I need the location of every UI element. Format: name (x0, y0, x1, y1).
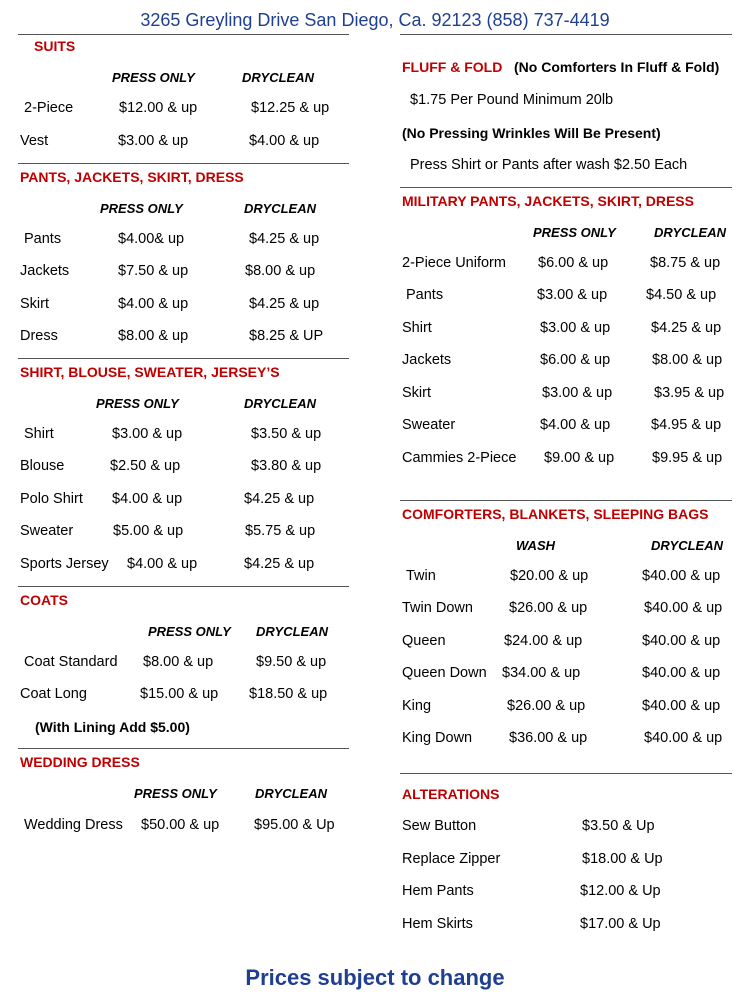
item-name: Hem Skirts (402, 916, 473, 932)
divider (18, 358, 349, 359)
pants-title: PANTS, JACKETS, SKIRT, DRESS (20, 169, 244, 185)
fluff-press-note: Press Shirt or Pants after wash $2.50 Each (410, 157, 688, 173)
item-name: Replace Zipper (402, 851, 501, 867)
item-name: Skirt (20, 296, 49, 312)
dryclean-price: $12.25 & up (251, 100, 330, 116)
dryclean-price: $40.00 & up (642, 698, 721, 714)
item-name: Skirt (402, 385, 431, 401)
dryclean-price: $3.80 & up (251, 458, 322, 474)
dryclean-price: $4.25 & up (651, 320, 722, 336)
dryclean-price: $18.50 & up (249, 686, 328, 702)
dryclean-price: $4.25 & up (244, 556, 315, 572)
column-press-only: PRESS ONLY (100, 201, 183, 216)
dryclean-price: $3.50 & up (251, 426, 322, 442)
item-name: Shirt (24, 426, 54, 442)
wash-price: $24.00 & up (504, 633, 583, 649)
press-price: $5.00 & up (113, 523, 184, 539)
item-name: Sweater (20, 523, 74, 539)
dryclean-price: $5.75 & up (245, 523, 316, 539)
item-name: Jackets (20, 263, 70, 279)
item-name: Twin (406, 568, 436, 584)
item-name: King Down (402, 730, 473, 746)
dryclean-price: $4.25 & up (244, 491, 315, 507)
dryclean-price: $40.00 & up (642, 633, 721, 649)
wash-price: $20.00 & up (510, 568, 589, 584)
dryclean-price: $40.00 & up (642, 568, 721, 584)
press-price: $8.00 & up (143, 654, 214, 670)
item-name: Cammies 2-Piece (402, 450, 517, 466)
dryclean-price: $8.00 & up (652, 352, 723, 368)
press-price: $4.00 & up (540, 417, 611, 433)
press-price: $3.00 & up (540, 320, 611, 336)
column-dryclean: DRYCLEAN (654, 225, 726, 240)
fluff-note: (No Pressing Wrinkles Will Be Present) (402, 125, 661, 141)
wash-price: $36.00 & up (509, 730, 588, 746)
press-price: $4.00 & up (118, 296, 189, 312)
column-dryclean: DRYCLEAN (242, 70, 314, 85)
column-press-only: PRESS ONLY (148, 624, 231, 639)
column-wash: WASH (516, 538, 555, 553)
alterations-title: ALTERATIONS (402, 786, 500, 802)
column-press-only: PRESS ONLY (533, 225, 616, 240)
column-dryclean: DRYCLEAN (651, 538, 723, 553)
dryclean-price: $9.95 & up (652, 450, 723, 466)
dryclean-price: $3.95 & up (654, 385, 725, 401)
column-press-only: PRESS ONLY (112, 70, 195, 85)
press-price: $50.00 & up (141, 817, 220, 833)
item-name: Wedding Dress (24, 817, 123, 833)
fluff-subtitle: (No Comforters In Fluff & Fold) (514, 59, 720, 75)
alteration-price: $18.00 & Up (582, 851, 663, 867)
press-price: $2.50 & up (110, 458, 181, 474)
item-name: Sew Button (402, 818, 477, 834)
dryclean-price: $40.00 & up (642, 665, 721, 681)
divider (400, 34, 732, 35)
press-price: $4.00 & up (112, 491, 183, 507)
column-dryclean: DRYCLEAN (244, 396, 316, 411)
item-name: Coat Standard (24, 654, 118, 670)
press-price: $6.00 & up (540, 352, 611, 368)
divider (400, 773, 732, 774)
item-name: Dress (20, 328, 58, 344)
item-name: Pants (24, 231, 62, 247)
divider (18, 748, 349, 749)
shirts-title: SHIRT, BLOUSE, SWEATER, JERSEY’S (20, 364, 280, 380)
item-name: Vest (20, 133, 49, 149)
item-name: 2-Piece Uniform (402, 255, 506, 271)
item-name: Pants (406, 287, 444, 303)
column-press-only: PRESS ONLY (96, 396, 179, 411)
item-name: Sports Jersey (20, 556, 109, 572)
address-phone-header: 3265 Greyling Drive San Diego, Ca. 92123 (858) 737-4419 (140, 10, 610, 30)
dryclean-price: $4.50 & up (646, 287, 717, 303)
item-name: Blouse (20, 458, 65, 474)
item-name: Shirt (402, 320, 432, 336)
dryclean-price: $8.00 & up (245, 263, 316, 279)
dryclean-price: $8.25 & UP (249, 328, 324, 344)
press-price: $3.00 & up (537, 287, 608, 303)
fluff-title: FLUFF & FOLD (402, 59, 503, 75)
press-price: $3.00 & up (542, 385, 613, 401)
press-price: $6.00 & up (538, 255, 609, 271)
item-name: Queen Down (402, 665, 487, 681)
item-name: Queen (402, 633, 446, 649)
dryclean-price: $95.00 & Up (254, 817, 335, 833)
item-name: Polo Shirt (20, 491, 83, 507)
lining-note: (With Lining Add $5.00) (35, 719, 190, 735)
item-name: 2-Piece (24, 100, 74, 116)
wash-price: $26.00 & up (507, 698, 586, 714)
column-dryclean: DRYCLEAN (255, 786, 327, 801)
item-name: Sweater (402, 417, 456, 433)
press-price: $8.00 & up (118, 328, 189, 344)
dryclean-price: $40.00 & up (644, 600, 723, 616)
coats-title: COATS (20, 592, 68, 608)
alteration-price: $17.00 & Up (580, 916, 661, 932)
alteration-price: $12.00 & Up (580, 883, 661, 899)
press-price: $4.00& up (118, 231, 185, 247)
column-dryclean: DRYCLEAN (256, 624, 328, 639)
item-name: Hem Pants (402, 883, 474, 899)
dryclean-price: $4.25 & up (249, 296, 320, 312)
suits-title: SUITS (34, 38, 76, 54)
item-name: Twin Down (402, 600, 473, 616)
footer-note: Prices subject to change (245, 965, 505, 990)
wash-price: $26.00 & up (509, 600, 588, 616)
item-name: Jackets (402, 352, 452, 368)
press-price: $15.00 & up (140, 686, 219, 702)
item-name: King (402, 698, 432, 714)
press-price: $7.50 & up (118, 263, 189, 279)
wash-price: $34.00 & up (502, 665, 581, 681)
alteration-price: $3.50 & Up (582, 818, 655, 834)
item-name: Coat Long (20, 686, 87, 702)
press-price: $3.00 & up (112, 426, 183, 442)
dryclean-price: $8.75 & up (650, 255, 721, 271)
military-title: MILITARY PANTS, JACKETS, SKIRT, DRESS (402, 193, 694, 209)
divider (400, 187, 732, 188)
press-price: $3.00 & up (118, 133, 189, 149)
column-press-only: PRESS ONLY (134, 786, 217, 801)
fluff-price: $1.75 Per Pound Minimum 20lb (410, 92, 614, 108)
dryclean-price: $4.00 & up (249, 133, 320, 149)
divider (18, 163, 349, 164)
dryclean-price: $4.95 & up (651, 417, 722, 433)
divider (400, 500, 732, 501)
dryclean-price: $4.25 & up (249, 231, 320, 247)
wedding-title: WEDDING DRESS (20, 754, 140, 770)
press-price: $12.00 & up (119, 100, 198, 116)
press-price: $9.00 & up (544, 450, 615, 466)
column-dryclean: DRYCLEAN (244, 201, 316, 216)
dryclean-price: $40.00 & up (644, 730, 723, 746)
comforters-title: COMFORTERS, BLANKETS, SLEEPING BAGS (402, 506, 709, 522)
divider (18, 34, 349, 35)
dryclean-price: $9.50 & up (256, 654, 327, 670)
divider (18, 586, 349, 587)
press-price: $4.00 & up (127, 556, 198, 572)
